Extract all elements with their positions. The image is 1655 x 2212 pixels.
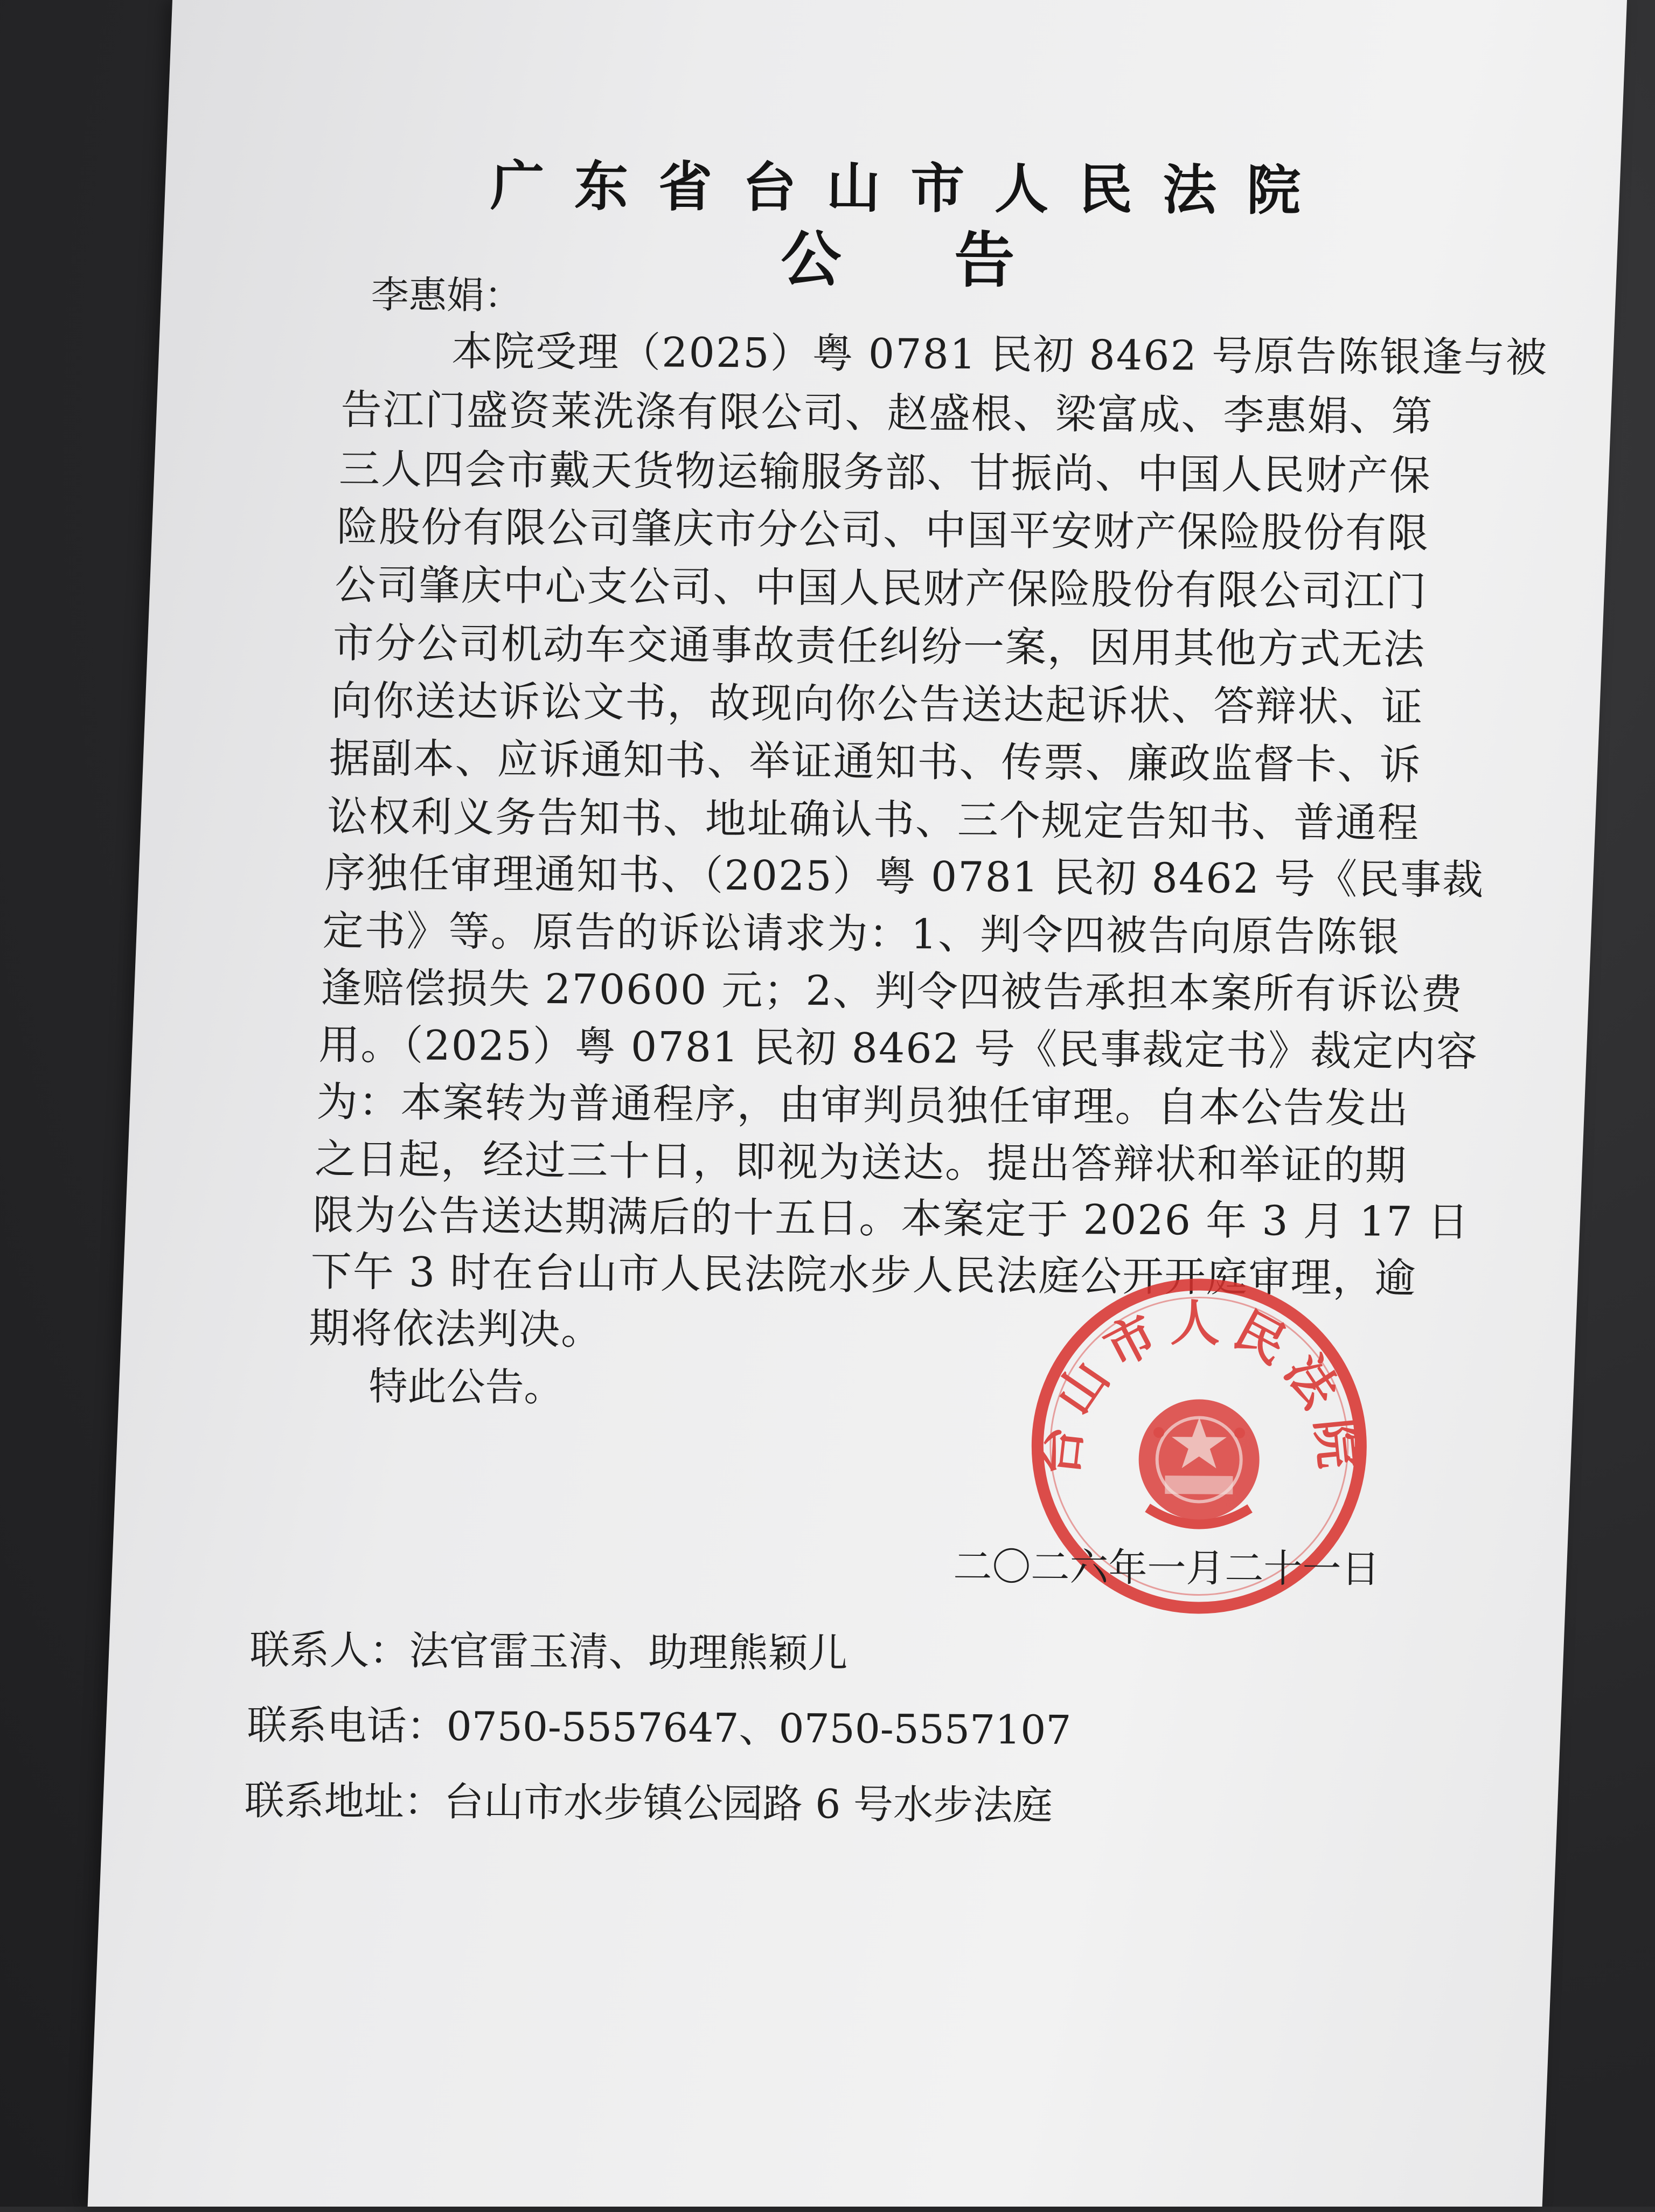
body-line: 之日起，经过三十日，即视为送达。提出答辩状和举证的期	[314, 1135, 1408, 1190]
body-line: 期将依法判决。	[308, 1304, 603, 1354]
seal-text: 台山市人民法院	[1029, 1293, 1369, 1481]
contact-person: 联系人：法官雷玉清、助理熊颖儿	[249, 1626, 848, 1677]
body-line: 告江门盛资莱洗涤有限公司、赵盛根、梁富成、李惠娟、第	[340, 385, 1434, 441]
body-line: 本院受理（2025）粤 0781 民初 8462 号原告陈银逢与被	[451, 326, 1548, 382]
addressee: 李惠娟：	[371, 273, 523, 318]
body-line: 三人四会市戴天货物运输服务部、甘振尚、中国人民财产保	[338, 444, 1432, 500]
body-line: 限为公告送达期满后的十五日。本案定于 2026 年 3 月 17 日	[312, 1191, 1470, 1246]
body-line: 向你送达诉讼文书，故现向你公告送达起诉状、答辩状、证	[330, 676, 1424, 731]
body-line: 用。（2025）粤 0781 民初 8462 号《民事裁定书》裁定内容	[318, 1020, 1479, 1076]
contact-phone: 联系电话：0750-5557647、0750-5557107	[247, 1702, 1072, 1754]
national-emblem-icon	[1138, 1399, 1260, 1525]
body-line: 下午 3 时在台山市人民法院水步人民法庭公开开庭审理，逾	[310, 1247, 1417, 1302]
body-line: 市分公司机动车交通事故责任纠纷一案，因用其他方式无法	[332, 618, 1426, 673]
body-line: 据副本、应诉通知书、举证通知书、传票、廉政监督卡、诉	[329, 734, 1422, 789]
body-line: 为：本案转为普通程序，由审判员独任审理。自本公告发出	[316, 1077, 1409, 1132]
body-line: 公司肇庆中心支公司、中国人民财产保险股份有限公司江门	[335, 560, 1428, 616]
body-line: 序独任审理通知书、（2025）粤 0781 民初 8462 号《民事裁	[324, 848, 1485, 904]
body-line: 险股份有限公司肇庆市分公司、中国平安财产保险股份有限	[336, 502, 1430, 558]
closing-remark: 特此公告。	[368, 1364, 563, 1410]
body-line: 逢赔偿损失 270600 元；2、判令四被告承担本案所有诉讼费	[320, 963, 1464, 1019]
issue-date: 二〇二六年一月二十一日	[953, 1543, 1380, 1592]
contact-address: 联系地址：台山市水步镇公园路 6 号水步法庭	[244, 1777, 1053, 1829]
body-line: 定书》等。原告的诉讼请求为：1、判令四被告向原告陈银	[322, 906, 1401, 961]
court-name: 广东省台山市人民法院	[490, 154, 1331, 222]
body-line: 讼权利义务告知书、地址确认书、三个规定告知书、普通程	[326, 792, 1420, 847]
notice-title: 公告	[780, 224, 1128, 297]
